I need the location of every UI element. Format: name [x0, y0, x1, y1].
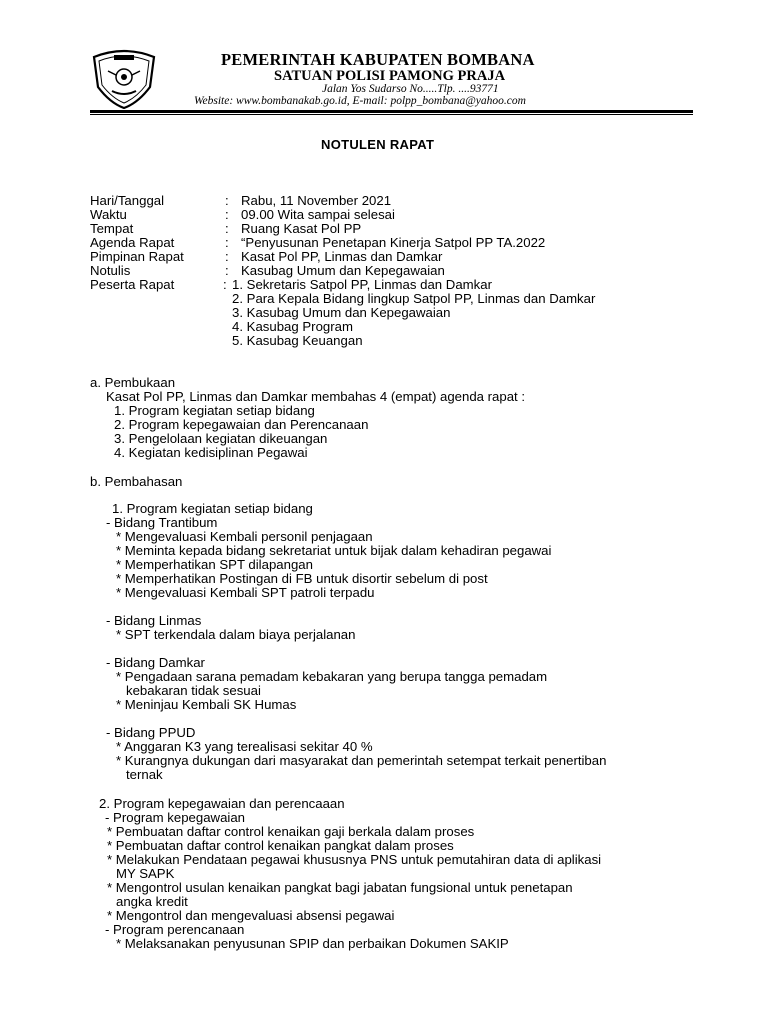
peserta-item: 5. Kasubag Keuangan — [232, 333, 363, 348]
colon: : — [225, 221, 229, 236]
program-kepegawaian: - Program kepegawaian — [105, 810, 246, 825]
bullet-item: * Memperhatikan Postingan di FB untuk disortir sebelum di post — [116, 571, 488, 586]
bullet-item: * Pembuatan daftar control kenaikan pangkat dalam proses — [107, 838, 454, 853]
bullet-item: * Mengevaluasi Kembali personil penjagaan — [116, 529, 373, 544]
letterhead-rule-thick — [90, 110, 693, 113]
label-peserta: Peserta Rapat — [90, 277, 175, 292]
bidang-trantibum: - Bidang Trantibum — [106, 515, 218, 530]
label-hari-tanggal: Hari/Tanggal — [90, 193, 165, 208]
bullet-item: * SPT terkendala dalam biaya perjalanan — [116, 627, 356, 642]
agenda-item: 4. Kegiatan kedisiplinan Pegawai — [114, 445, 308, 460]
value-waktu: 09.00 Wita sampai selesai — [241, 207, 395, 222]
bullet-item-continued: kebakaran tidak sesuai — [126, 683, 261, 698]
peserta-item: 4. Kasubag Program — [232, 319, 353, 334]
colon: : — [225, 235, 229, 250]
header-address: Jalan Yos Sudarso No.....Tlp. ....93771 — [322, 83, 499, 95]
subsection-program-kegiatan: 1. Program kegiatan setiap bidang — [112, 501, 313, 516]
label-waktu: Waktu — [90, 207, 127, 222]
bullet-item-continued: MY SAPK — [116, 866, 175, 881]
bullet-item: * Meninjau Kembali SK Humas — [116, 697, 297, 712]
letterhead-rule-thin — [90, 114, 693, 115]
header-government: PEMERINTAH KABUPATEN BOMBANA — [221, 50, 535, 69]
colon: : — [225, 207, 229, 222]
label-tempat: Tempat — [90, 221, 134, 236]
peserta-item: 2. Para Kepala Bidang lingkup Satpol PP, Linmas dan Damkar — [232, 291, 596, 306]
bidang-linmas: - Bidang Linmas — [106, 613, 202, 628]
program-perencanaan: - Program perencanaan — [105, 922, 245, 937]
value-hari-tanggal: Rabu, 11 November 2021 — [241, 193, 392, 208]
bullet-item: * Mengevaluasi Kembali SPT patroli terpadu — [116, 585, 375, 600]
colon: : — [225, 193, 229, 208]
bullet-item: * Pengadaan sarana pemadam kebakaran yang berupa tangga pemadam — [116, 669, 548, 684]
label-notulis: Notulis — [90, 263, 131, 278]
label-agenda: Agenda Rapat — [90, 235, 175, 250]
colon: : — [225, 249, 229, 264]
bidang-damkar: - Bidang Damkar — [106, 655, 205, 670]
agenda-item: 1. Program kegiatan setiap bidang — [114, 403, 315, 418]
value-agenda: “Penyusunan Penetapan Kinerja Satpol PP TA.2022 — [241, 235, 546, 250]
section-heading-pembahasan: b. Pembahasan — [90, 474, 183, 489]
bullet-item: * Meminta kepada bidang sekretariat untuk bijak dalam kehadiran pegawai — [116, 543, 552, 558]
bullet-item: * Anggaran K3 yang terealisasi sekitar 40 % — [116, 739, 373, 754]
pembukaan-intro: Kasat Pol PP, Linmas dan Damkar membahas 4 (empat) agenda rapat : — [106, 389, 526, 404]
agenda-item: 3. Pengelolaan kegiatan dikeuangan — [114, 431, 328, 446]
bullet-item: * Kurangnya dukungan dari masyarakat dan pemerintah setempat terkait penertiban — [116, 753, 607, 768]
bullet-item: * Pembuatan daftar control kenaikan gaji berkala dalam proses — [107, 824, 475, 839]
colon: : — [223, 277, 227, 292]
value-pimpinan: Kasat Pol PP, Linmas dan Damkar — [241, 249, 443, 264]
bullet-item: * Melakukan Pendataan pegawai khususnya PNS untuk pemutahiran data di aplikasi — [107, 852, 602, 867]
agenda-item: 2. Program kepegawaian dan Perencanaan — [114, 417, 369, 432]
bullet-item-continued: angka kredit — [116, 894, 188, 909]
bullet-item: * Melaksanakan penyusunan SPIP dan perbaikan Dokumen SAKIP — [116, 936, 509, 951]
peserta-item: 3. Kasubag Umum dan Kepegawaian — [232, 305, 451, 320]
value-notulis: Kasubag Umum dan Kepegawaian — [241, 263, 445, 278]
header-website: Website: www.bombanakab.go.id, E-mail: polpp_bombana@yahoo.com — [194, 95, 526, 107]
header-unit: SATUAN POLISI PAMONG PRAJA — [274, 68, 506, 84]
section-heading-pembukaan: a. Pembukaan — [90, 375, 176, 390]
bullet-item-continued: ternak — [126, 767, 163, 782]
peserta-item: 1. Sekretaris Satpol PP, Linmas dan Damkar — [232, 277, 492, 292]
bullet-item: * Memperhatikan SPT dilapangan — [116, 557, 313, 572]
colon: : — [225, 263, 229, 278]
bullet-item: * Mengontrol dan mengevaluasi absensi pegawai — [107, 908, 395, 923]
document-title: NOTULEN RAPAT — [321, 137, 435, 152]
value-tempat: Ruang Kasat Pol PP — [241, 221, 362, 236]
subsection-program-kepegawaian: 2. Program kepegawaian dan perencaaan — [99, 796, 345, 811]
satpol-pp-emblem-logo — [88, 47, 160, 109]
bullet-item: * Mengontrol usulan kenaikan pangkat bagi jabatan fungsional untuk penetapan — [107, 880, 573, 895]
label-pimpinan: Pimpinan Rapat — [90, 249, 184, 264]
bidang-ppud: - Bidang PPUD — [106, 725, 196, 740]
